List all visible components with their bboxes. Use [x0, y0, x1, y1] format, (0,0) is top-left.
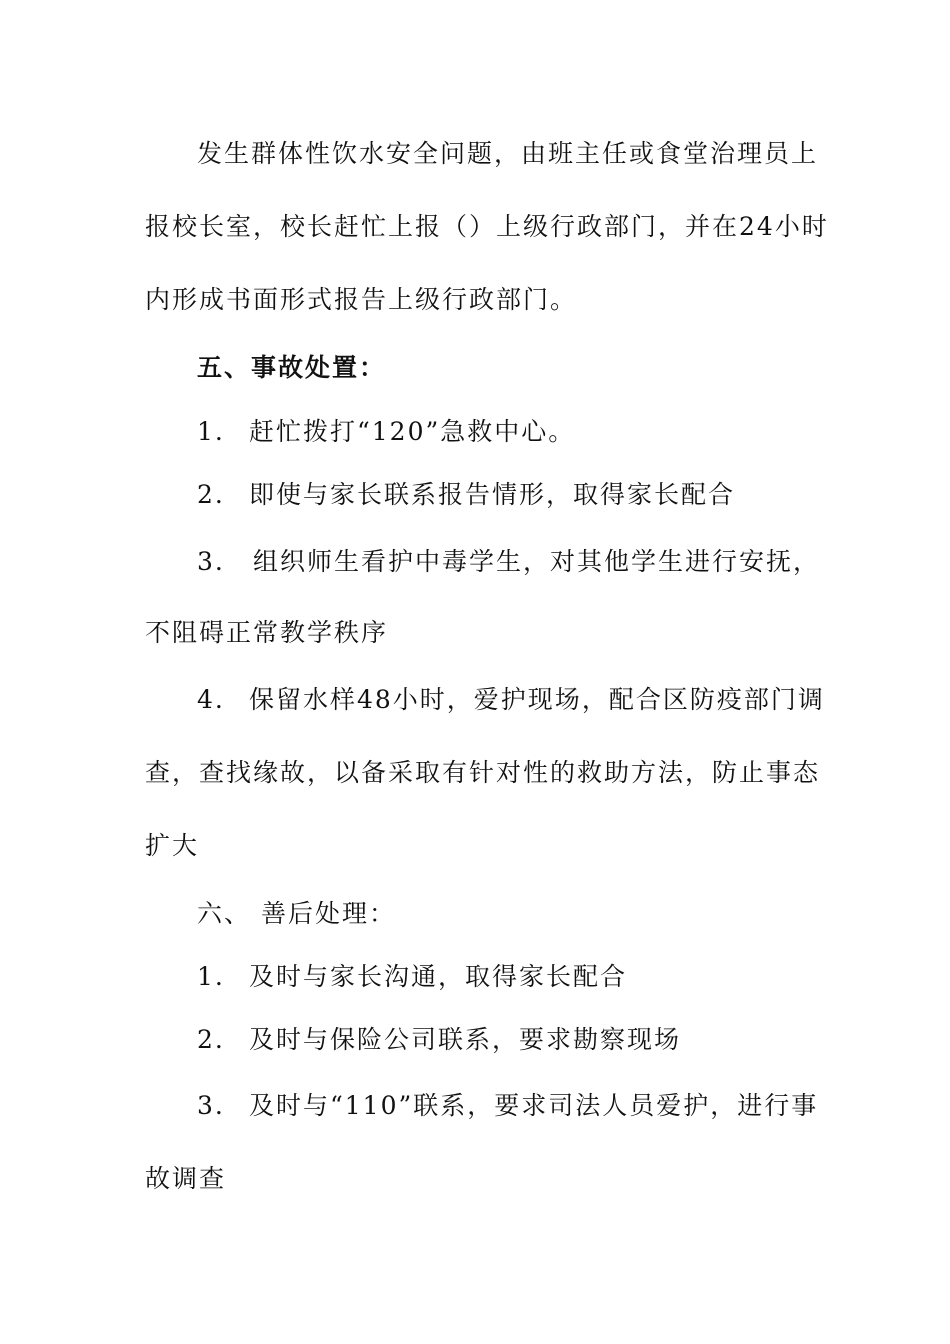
section-5-item-1	[197, 416, 575, 448]
item-text: 及时与“110”联系，要求司法人员爱护，进行事	[249, 1091, 819, 1120]
section-5-item-3	[197, 546, 820, 578]
item-text: 组织师生看护中毒学生，对其他学生进行安抚，	[253, 547, 821, 576]
section-5-item-4-cont-1: 查，查找缘故，以备采取有针对性的救助方法，防止事态	[145, 758, 821, 787]
section-5-heading: 五、事故处置：	[197, 353, 387, 382]
item-number: 3.	[197, 1091, 225, 1120]
section-5-item-4-cont-2: 扩大	[145, 831, 200, 860]
item-number: 2.	[197, 480, 225, 509]
intro-line-2: 报校长室，校长赶忙上报（）上级行政部门，并在24小时	[145, 212, 829, 241]
item-text: 赶忙拨打“120”急救中心。	[249, 417, 576, 446]
section-6-item-3	[197, 1090, 818, 1122]
section-6-item-3-cont: 故调查	[145, 1164, 227, 1193]
section-5-item-3-cont: 不阻碍正常教学秩序	[145, 618, 389, 647]
item-number: 1.	[197, 962, 225, 991]
section-5-item-2	[197, 479, 735, 511]
item-number: 3.	[197, 547, 225, 576]
section-5-item-4	[197, 684, 825, 716]
intro-line-3: 内形成书面形式报告上级行政部门。	[145, 285, 578, 314]
item-text: 保留水样48小时，爱护现场，配合区防疫部门调	[249, 685, 825, 714]
section-6-heading: 六、 善后处理：	[197, 899, 396, 928]
item-text: 即使与家长联系报告情形，取得家长配合	[249, 480, 736, 509]
section-6-item-2	[197, 1024, 681, 1056]
intro-line-1: 发生群体性饮水安全问题，由班主任或食堂治理员上	[197, 139, 819, 168]
item-number: 1.	[197, 417, 225, 446]
section-6-item-1	[197, 961, 627, 993]
item-text: 及时与保险公司联系，要求勘察现场	[249, 1025, 682, 1054]
item-number: 4.	[197, 685, 225, 714]
item-text: 及时与家长沟通，取得家长配合	[249, 962, 628, 991]
item-number: 2.	[197, 1025, 225, 1054]
